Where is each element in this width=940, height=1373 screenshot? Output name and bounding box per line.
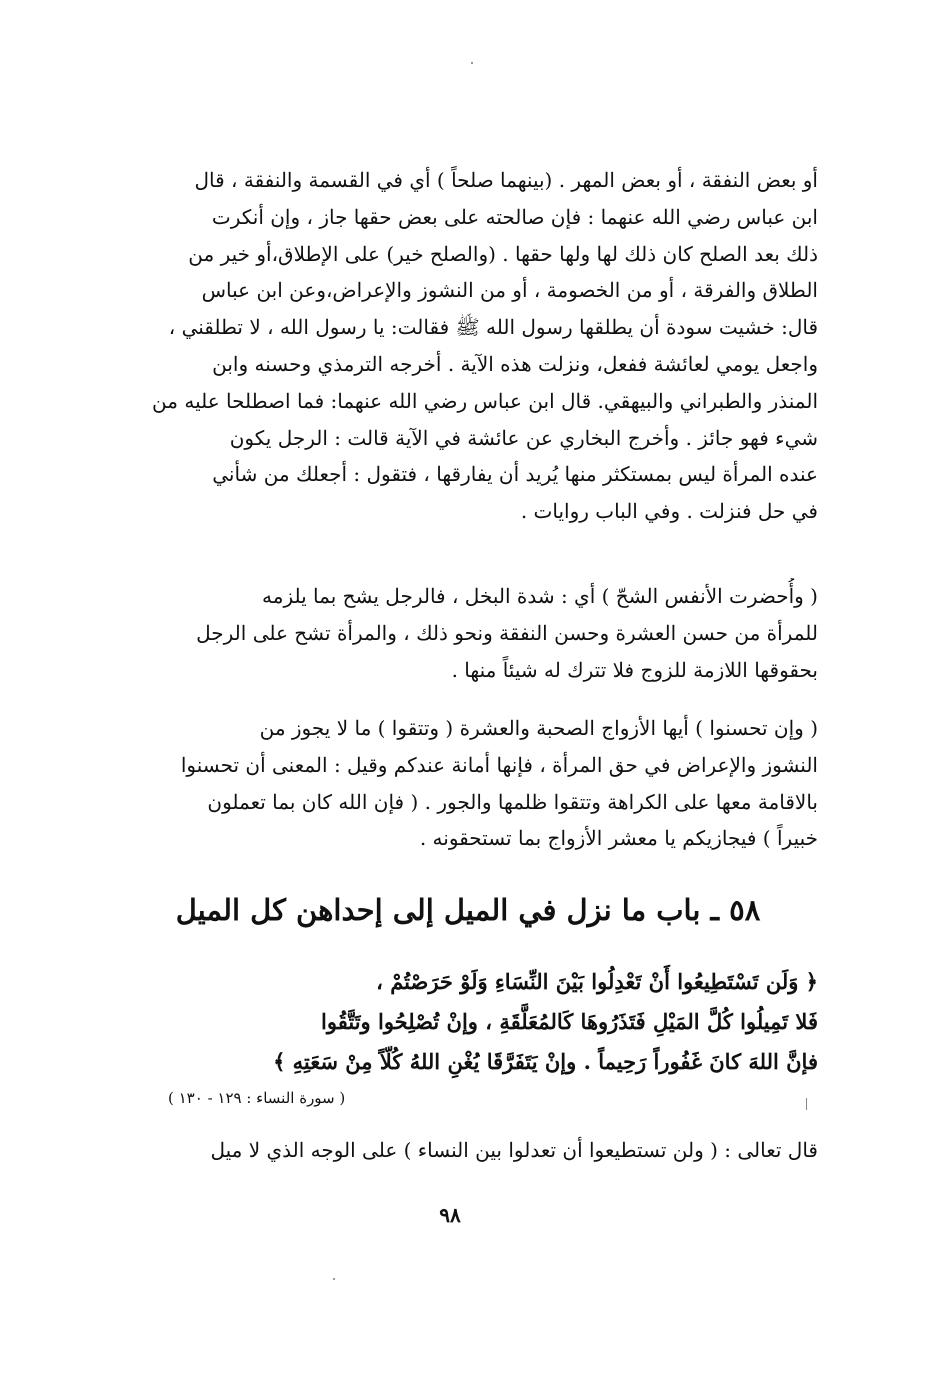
text-line: ( وإن تحسنوا ) أيها الأزواج الصحبة والعشرة ( وتتقوا ) ما لا يجوز من [259, 716, 818, 740]
scan-speck [333, 1278, 335, 1280]
text-line: المنذر والطبراني والبيهقي. قال ابن عباس رضي الله عنهما: فما اصطلحا عليه من [152, 388, 818, 413]
text-line: النشوز والإعراض في حق المرأة ، فإنها أمانة عندكم وقيل : المعنى أن تحسنوا [180, 752, 818, 777]
scan-speck [471, 62, 473, 64]
text-line: خبيراً ) فيجازيكم يا معشر الأزواج بما تستحقونه . [419, 826, 818, 851]
commentary-paragraph-2 [118, 578, 818, 688]
text-line: في حل فنزلت . وفي الباب روايات . [520, 499, 818, 524]
text-line: واجعل يومي لعائشة ففعل، ونزلت هذه الآية . أخرجه الترمذي وحسنه وابن [212, 351, 818, 376]
text-line: عنده المرأة ليس بمستكثر منها يُريد أن يفارقها ، فتقول : أجعلك من شأني [212, 462, 818, 487]
text-line: ابن عباس رضي الله عنهما : فإن صالحته على بعض حقها جاز ، وإن أنكرت [211, 204, 818, 229]
text-line: ذلك بعد الصلح كان ذلك لها ولها حقها . (والصلح خير) على الإطلاق،أو خير من [188, 241, 818, 266]
page-number: ٩٨ [439, 1203, 461, 1227]
commentary-paragraph-1 [118, 162, 818, 530]
quran-verse [118, 962, 818, 1082]
text-line: قال: خشيت سودة أن يطلقها رسول الله ﷺ فقالت: يا رسول الله ، لا تطلقني ، [168, 315, 818, 340]
text-line: للمرأة من حسن العشرة وحسن النفقة ونحو ذلك ، والمرأة تشح على الرجل [196, 620, 818, 645]
verse-line: فإنَّ اللهَ كانَ غَفُوراً رَحِيماً . وإنْ يَتَفَرَّقَا يُغْنِ اللهُ كُلّاً مِنْ سَعَتِهِ ﴾ [273, 1049, 818, 1074]
text-line: الطلاق والفرقة ، أو من الخصومة ، أو من النشوز والإعراض،وعن ابن عباس [201, 278, 818, 303]
text-line: بحقوقها اللازمة للزوج فلا تترك له شيئاً منها . [451, 657, 818, 682]
margin-mark [806, 1098, 807, 1110]
text-line: بالاقامة معها على الكراهة وتتقوا ظلمها والجور . ( فإن الله كان بما تعملون [207, 789, 818, 814]
text-line: ( وأُحضرت الأنفس الشحّ ) أي : شدة البخل ، فالرجل يشح بما يلزمه [262, 584, 818, 608]
verse-line: ﴿ وَلَن تَسْتَطِيعُوا أَنْ تَعْدِلُوا بَيْنَ النِّسَاءِ وَلَوْ حَرَصْتُمْ ، [376, 969, 818, 994]
text-line: أو بعض النفقة ، أو بعض المهر . (بينهما صلحاً ) أي في القسمة والنفقة ، قال [194, 168, 818, 192]
chapter-heading: ٥٨ ـ باب ما نزل في الميل إلى إحداهن كل الميل [175, 893, 761, 927]
verse-reference: ( سورة النساء : ١٢٩ - ١٣٠ ) [168, 1089, 346, 1107]
text-line: شيء فهو جائز . وأخرج البخاري عن عائشة في الآية قالت : الرجل يكون [229, 425, 818, 450]
commentary-paragraph-3 [118, 710, 818, 857]
commentary-start-line: قال تعالى : ( ولن تستطيعوا أن تعدلوا بين النساء ) على الوجه الذي لا ميل [210, 1138, 818, 1162]
verse-line: فَلا تَمِيلُوا كُلَّ المَيْلِ فَتَذَرُوهَا كَالمُعَلَّقَةِ ، وإنْ تُصْلِحُوا وتَتَّقُوا [321, 1009, 818, 1034]
